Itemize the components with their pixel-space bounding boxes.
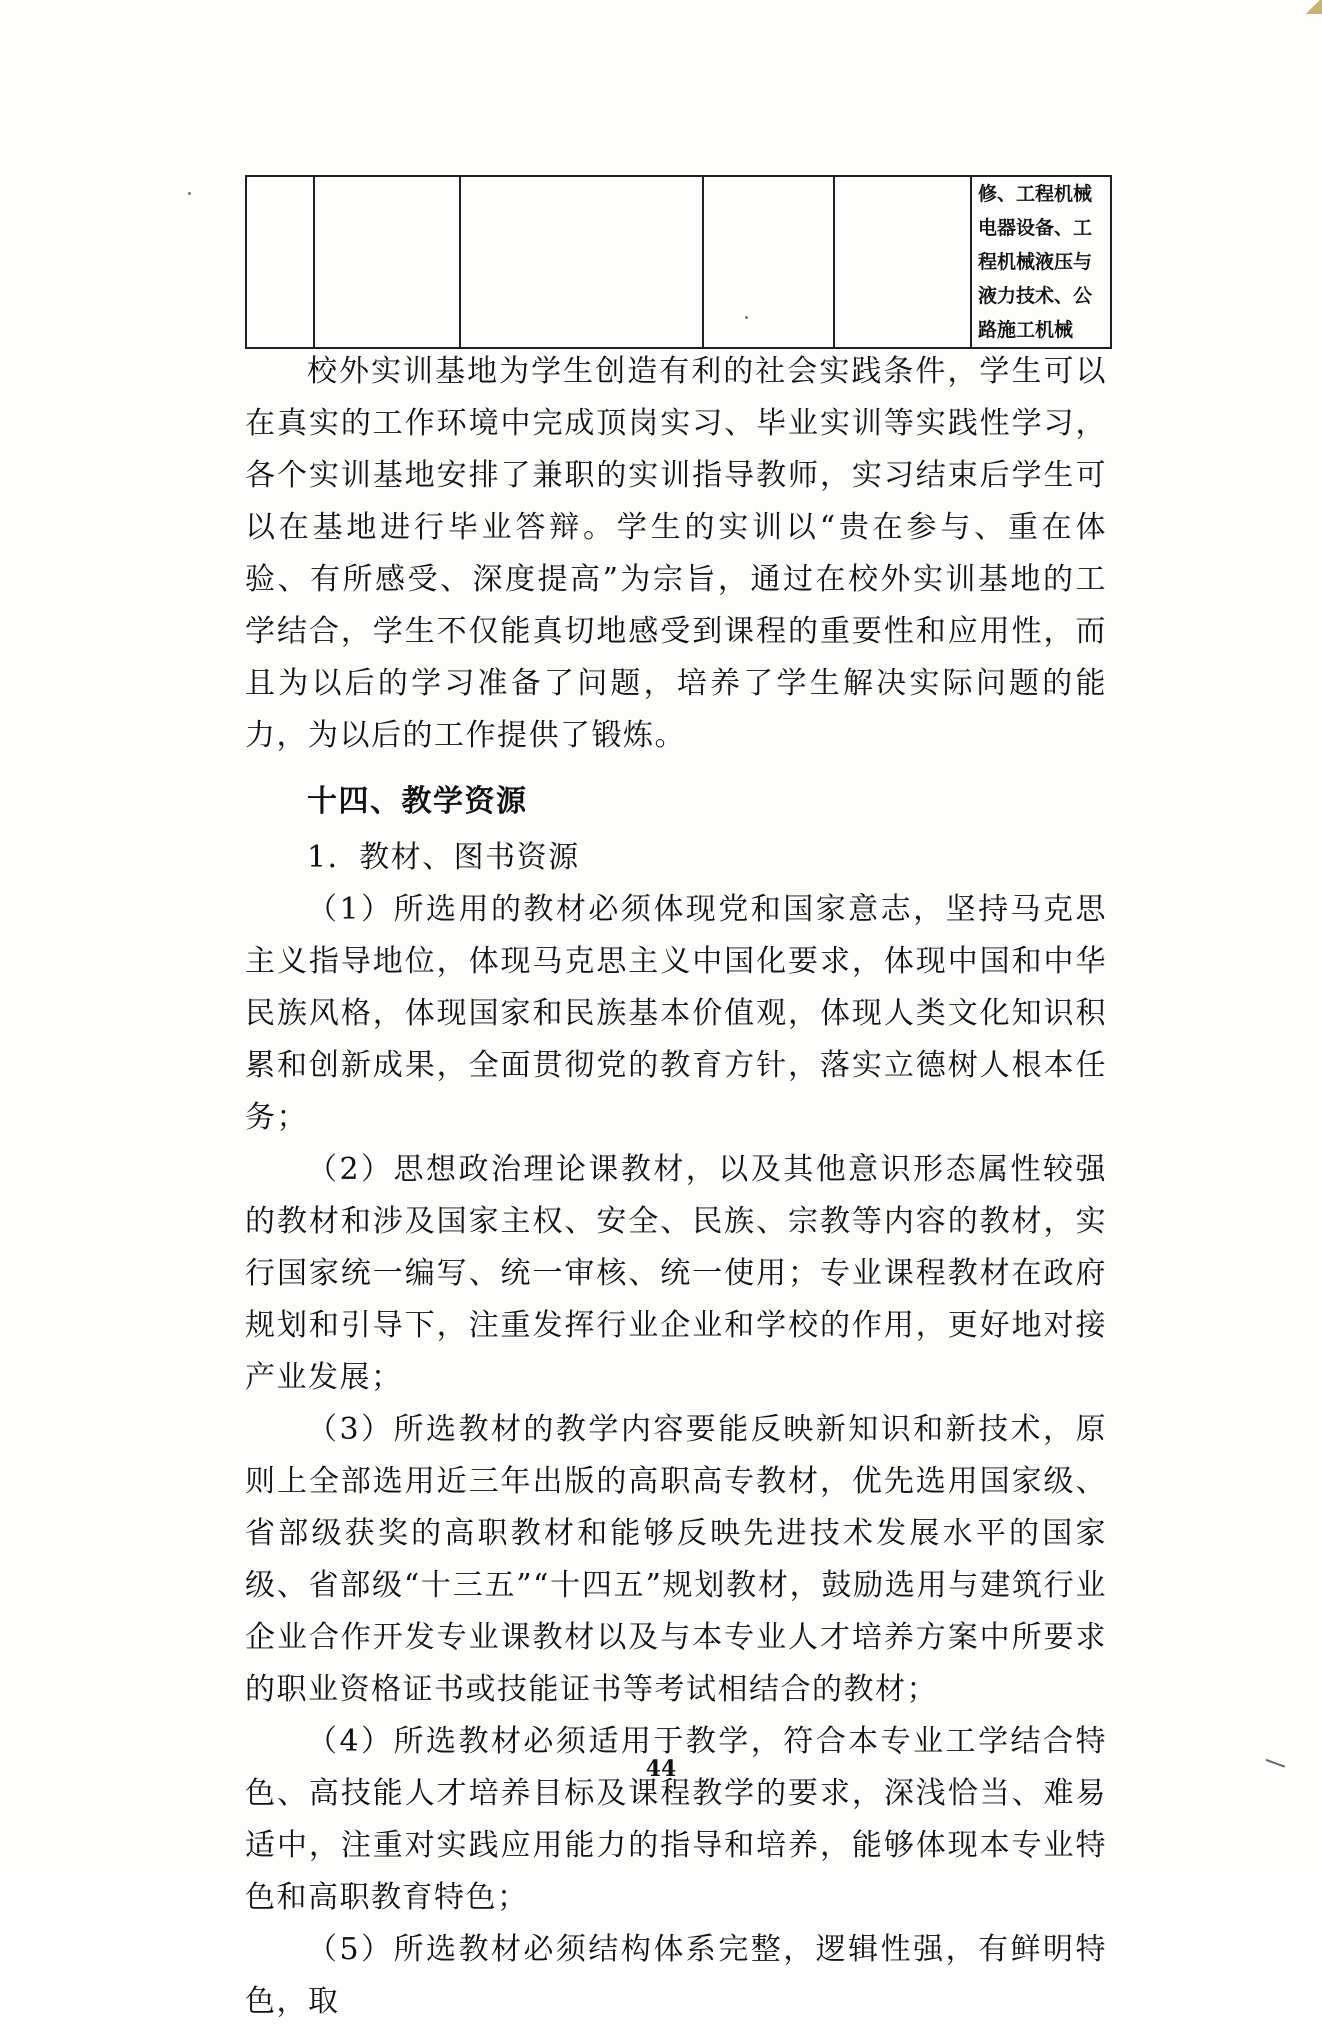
list-item: （1）所选用的教材必须体现党和国家意志，坚持马克思主义指导地位，体现马克思主义中国化要求，体现中国和中华民族风格，体现国家和民族基本价值观，体现人类文化知识积累和创新成果，全面贯彻党的教育方针，落实立德树人根本任务； (245, 892, 1107, 1135)
page-number: 44 (645, 1756, 677, 1782)
list-item: （4）所选教材必须适用于教学，符合本专业工学结合特色、高技能人才培养目标及课程教学的要求，深浅恰当、难易适中，注重对实践应用能力的指导和培养，能够体现本专业特色和高职教育特色； (245, 1724, 1107, 1915)
table-cell (834, 176, 971, 348)
scan-speck (188, 192, 191, 195)
paragraph-practice-base: 校外实训基地为学生创造有利的社会实践条件，学生可以在真实的工作环境中完成顶岗实习、毕业实训等实践性学习，各个实训基地安排了兼职的实训指导教师，实习结束后学生可以在基地进行毕业答辩。学生的实训以“贵在参与、重在体验、有所感受、深度提高”为宗旨，通过在校外实训基地的工学结合，学生不仅能真切地感受到课程的重要性和应用性，而且为以后的学习准备了问题，培养了学生解决实际问题的能力，为以后的工作提供了锻炼。 (245, 354, 1107, 753)
table-fragment (245, 175, 1112, 349)
table-row (246, 176, 1111, 348)
table-cell (703, 176, 834, 348)
cell-line: 电器设备、工 (978, 217, 1093, 239)
corner-mark (1304, 0, 1322, 14)
cell-line: 修、工程机械 (978, 183, 1093, 205)
table-cell (246, 176, 314, 348)
table-cell-equipment (971, 176, 1111, 348)
cell-line: 液力技术、公 (978, 285, 1093, 307)
subsection-title: 1．教材、图书资源 (307, 840, 580, 875)
cell-line: 程机械液压与 (978, 251, 1093, 273)
table-cell (314, 176, 460, 348)
list-item: （5）所选教材必须结构体系完整，逻辑性强，有鲜明特色，取 (245, 1932, 1107, 2019)
table-cell (460, 176, 703, 348)
cell-line: 路施工机械 (978, 319, 1074, 341)
section-heading: 十四、教学资源 (307, 784, 528, 819)
list-item: （2）思想政治理论课教材，以及其他意识形态属性较强的教材和涉及国家主权、安全、民族、宗教等内容的教材，实行国家统一编写、统一审核、统一使用；专业课程教材在政府规划和引导下，注重发挥行业企业和学校的作用，更好地对接产业发展； (245, 1152, 1107, 1395)
list-item: （3）所选教材的教学内容要能反映新知识和新技术，原则上全部选用近三年出版的高职高专教材，优先选用国家级、省部级获奖的高职教材和能够反映先进技术发展水平的国家级、省部级“十三五”“十四五”规划教材，鼓励选用与建筑行业企业合作开发专业课教材以及与本专业人才培养方案中所要求的职业资格证书或技能证书等考试相结合的教材； (245, 1412, 1107, 1707)
